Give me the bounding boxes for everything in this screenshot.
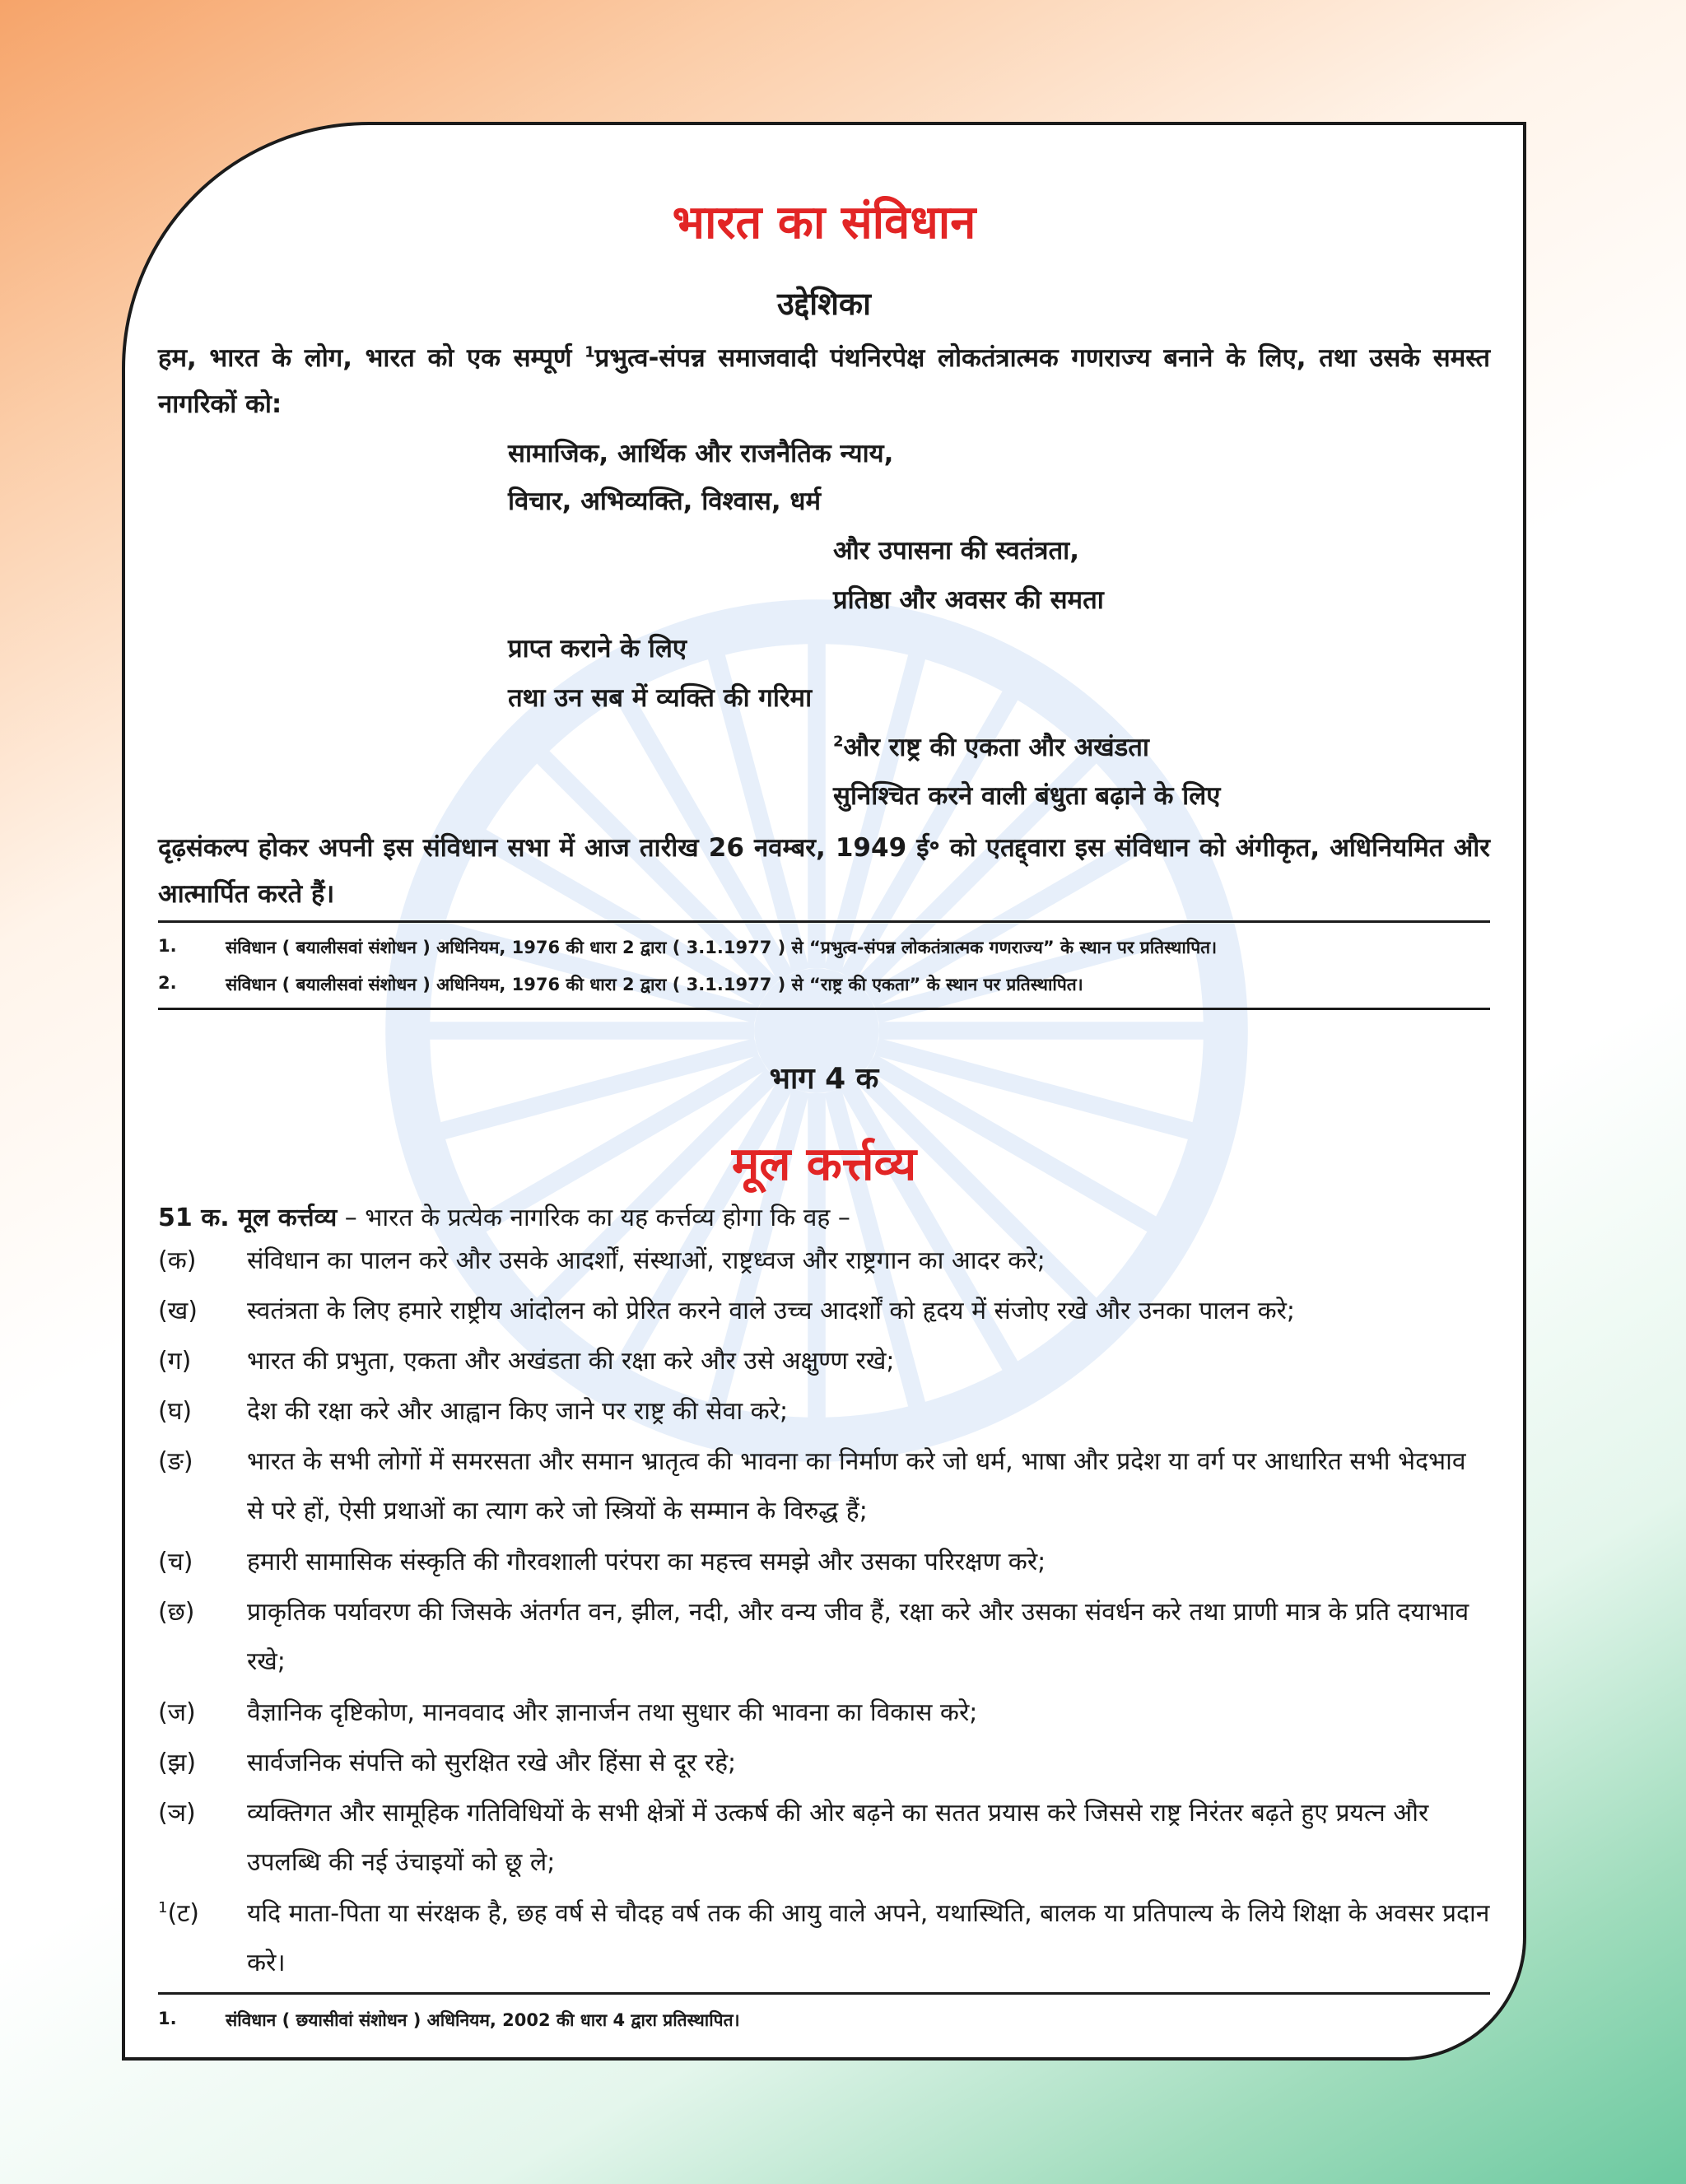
duty-label: (झ) xyxy=(158,1749,197,1777)
preamble-line-2: विचार, अभिव्यक्ति, विश्वास, धर्म xyxy=(508,487,822,516)
footnote-divider-bottom xyxy=(158,1008,1490,1010)
duty-item-gha xyxy=(158,1387,1490,1437)
duty-label: (ञ) xyxy=(158,1799,196,1828)
duty-text: सार्वजनिक संपत्ति को सुरक्षित रखे और हिंसा से दूर रहे; xyxy=(247,1749,737,1777)
duty-text: यदि माता-पिता या संरक्षक है, छह वर्ष से चौदह वर्ष तक की आयु वाले अपने, यथास्थिति, बालक या प्रतिपाल्य के लिये शिक्षा के अवसर प्रदान करे। xyxy=(247,1899,1490,1977)
duty-item-ka xyxy=(158,1236,1490,1286)
duty-item-kha xyxy=(158,1287,1490,1336)
duty-item-ta xyxy=(158,1889,1490,1988)
duty-text: देश की रक्षा करे और आह्वान किए जाने पर राष्ट्र की सेवा करे; xyxy=(247,1397,789,1426)
duties-footnote-divider xyxy=(158,1992,1490,1995)
preamble-intro-part2: प्रभुत्व-संपन्न समाजवादी पंथनिरपेक्ष लोकतंत्रात्मक गणराज्य बनाने के लिए, तथा उसके समस्त नागरिकों को: xyxy=(158,343,1490,419)
duty-text: हमारी सामासिक संस्कृति की गौरवशाली परंपरा का महत्त्व समझे और उसका परिरक्षण करे; xyxy=(247,1548,1046,1576)
footnote-1-number: 1. xyxy=(158,936,177,956)
duties-intro-text: – भारत के प्रत्येक नागरिक का यह कर्त्तव्य होगा कि वह – xyxy=(337,1204,850,1232)
preamble-line-7-text: और राष्ट्र की एकता और अखंडता xyxy=(843,733,1149,762)
preamble-line-7 xyxy=(833,729,1149,764)
duty-item-ja xyxy=(158,1688,1490,1738)
duties-footnote-number: 1. xyxy=(158,2009,177,2028)
duty-label: (च) xyxy=(158,1548,193,1576)
duty-item-chha xyxy=(158,1588,1490,1687)
duties-intro-bold: 51 क. मूल कर्त्तव्य xyxy=(158,1204,338,1232)
duty-text: स्वतंत्रता के लिए हमारे राष्ट्रीय आंदोलन को प्रेरित करने वाले उच्च आदर्शों को हृदय में संजोए रखे और उनका पालन करे; xyxy=(247,1297,1296,1325)
duty-text: प्राकृतिक पर्यावरण की जिसके अंतर्गत वन, झील, नदी, और वन्य जीव हैं, रक्षा करे और उसका संवर्धन करे तथा प्राणी मात्र के प्रति दयाभाव रखे; xyxy=(247,1598,1469,1676)
preamble-line-5: प्राप्त कराने के लिए xyxy=(508,634,687,664)
preamble-intro xyxy=(158,335,1490,427)
preamble-line-6: तथा उन सब में व्यक्ति की गरिमा xyxy=(508,683,813,713)
preamble-line-1: सामाजिक, आर्थिक और राजनैतिक न्याय, xyxy=(508,439,894,468)
preamble-line-3: और उपासना की स्वतंत्रता, xyxy=(833,536,1079,566)
preamble-intro-part1: हम, भारत के लोग, भारत को एक सम्पूर्ण xyxy=(158,343,585,373)
duties-intro xyxy=(158,1199,850,1233)
preamble-closing: दृढ़संकल्प होकर अपनी इस संविधान सभा में आज तारीख 26 नवम्बर, 1949 ई॰ को एतद्द्वारा इस संविधान को अंगीकृत, अधिनियमित और आत्मार्पित करते हैं। xyxy=(158,833,1490,909)
footnote-ref-1: 1 xyxy=(585,343,595,361)
footnote-2-text: संविधान ( बयालीसवां संशोधन ) अधिनियम, 1976 की धारा 2 द्वारा ( 3.1.1977 ) से “राष्ट्र की एकता” के स्थान पर प्रतिस्थापित। xyxy=(226,975,1083,994)
constitution-title: भारत का संविधान xyxy=(672,196,976,249)
duty-label: (ज) xyxy=(158,1698,196,1727)
preamble-line-4: प्रतिष्ठा और अवसर की समता xyxy=(833,585,1104,615)
duties-title: मूल कर्त्तव्य xyxy=(731,1138,917,1191)
duties-footnote-text: संविधान ( छयासीवां संशोधन ) अधिनियम, 2002 की धारा 4 द्वारा प्रतिस्थापित। xyxy=(226,2010,740,2030)
duty-label: (ख) xyxy=(158,1297,198,1325)
duty-label: (ग) xyxy=(158,1347,192,1376)
page-card xyxy=(122,122,1526,2061)
footnote-1-text: संविधान ( बयालीसवां संशोधन ) अधिनियम, 1976 की धारा 2 द्वारा ( 3.1.1977 ) से “प्रभुत्व-संपन्न लोकतंत्रात्मक गणराज्य” के स्थान पर प्रतिस्थापित। xyxy=(226,938,1218,957)
duty-label: (घ) xyxy=(158,1397,193,1426)
preamble-heading: उद्देशिका xyxy=(777,286,871,322)
preamble-line-8: सुनिश्चित करने वाली बंधुता बढ़ाने के लिए xyxy=(833,781,1221,811)
duty-text: वैज्ञानिक दृष्टिकोण, मानववाद और ज्ञानार्जन तथा सुधार की भावना का विकास करे; xyxy=(247,1698,978,1727)
duty-text: भारत के सभी लोगों में समरसता और समान भ्रातृत्व की भावना का निर्माण करे जो धर्म, भाषा और प्रदेश या वर्ग पर आधारित सभी भेदभाव से परे हों, ऐसी प्रथाओं का त्याग करे जो स्त्रियों के सम्मान के विरुद्ध हैं; xyxy=(247,1447,1466,1525)
duty-text: भारत की प्रभुता, एकता और अखंडता की रक्षा करे और उसे अक्षुण्ण रखे; xyxy=(247,1347,895,1376)
duty-item-nga xyxy=(158,1437,1490,1536)
duty-label: (क) xyxy=(158,1246,197,1275)
duty-item-jha xyxy=(158,1739,1490,1788)
footnote-divider-top xyxy=(158,920,1490,923)
duty-label: (छ) xyxy=(158,1598,195,1627)
duty-label: (ङ) xyxy=(158,1447,193,1476)
footnote-ref-2: 2 xyxy=(833,733,844,751)
footnote-ref-ta: 1 xyxy=(158,1899,168,1916)
duty-text: संविधान का पालन करे और उसके आदर्शों, संस्थाओं, राष्ट्रध्वज और राष्ट्रगान का आदर करे; xyxy=(247,1246,1046,1275)
duty-item-nya xyxy=(158,1789,1490,1888)
part-heading: भाग 4 क xyxy=(769,1062,879,1096)
duty-label xyxy=(158,1889,199,1939)
duty-label-text: (ट) xyxy=(167,1899,199,1928)
duty-item-ga xyxy=(158,1337,1490,1386)
duty-text: व्यक्तिगत और सामूहिक गतिविधियों के सभी क्षेत्रों में उत्कर्ष की ओर बढ़ने का सतत प्रयास करे जिससे राष्ट्र निरंतर बढ़ते हुए प्रयत्न और उपलब्धि की नई उंचाइयों को छू ले; xyxy=(247,1799,1429,1877)
footnote-2-number: 2. xyxy=(158,973,177,993)
duty-item-cha xyxy=(158,1538,1490,1587)
